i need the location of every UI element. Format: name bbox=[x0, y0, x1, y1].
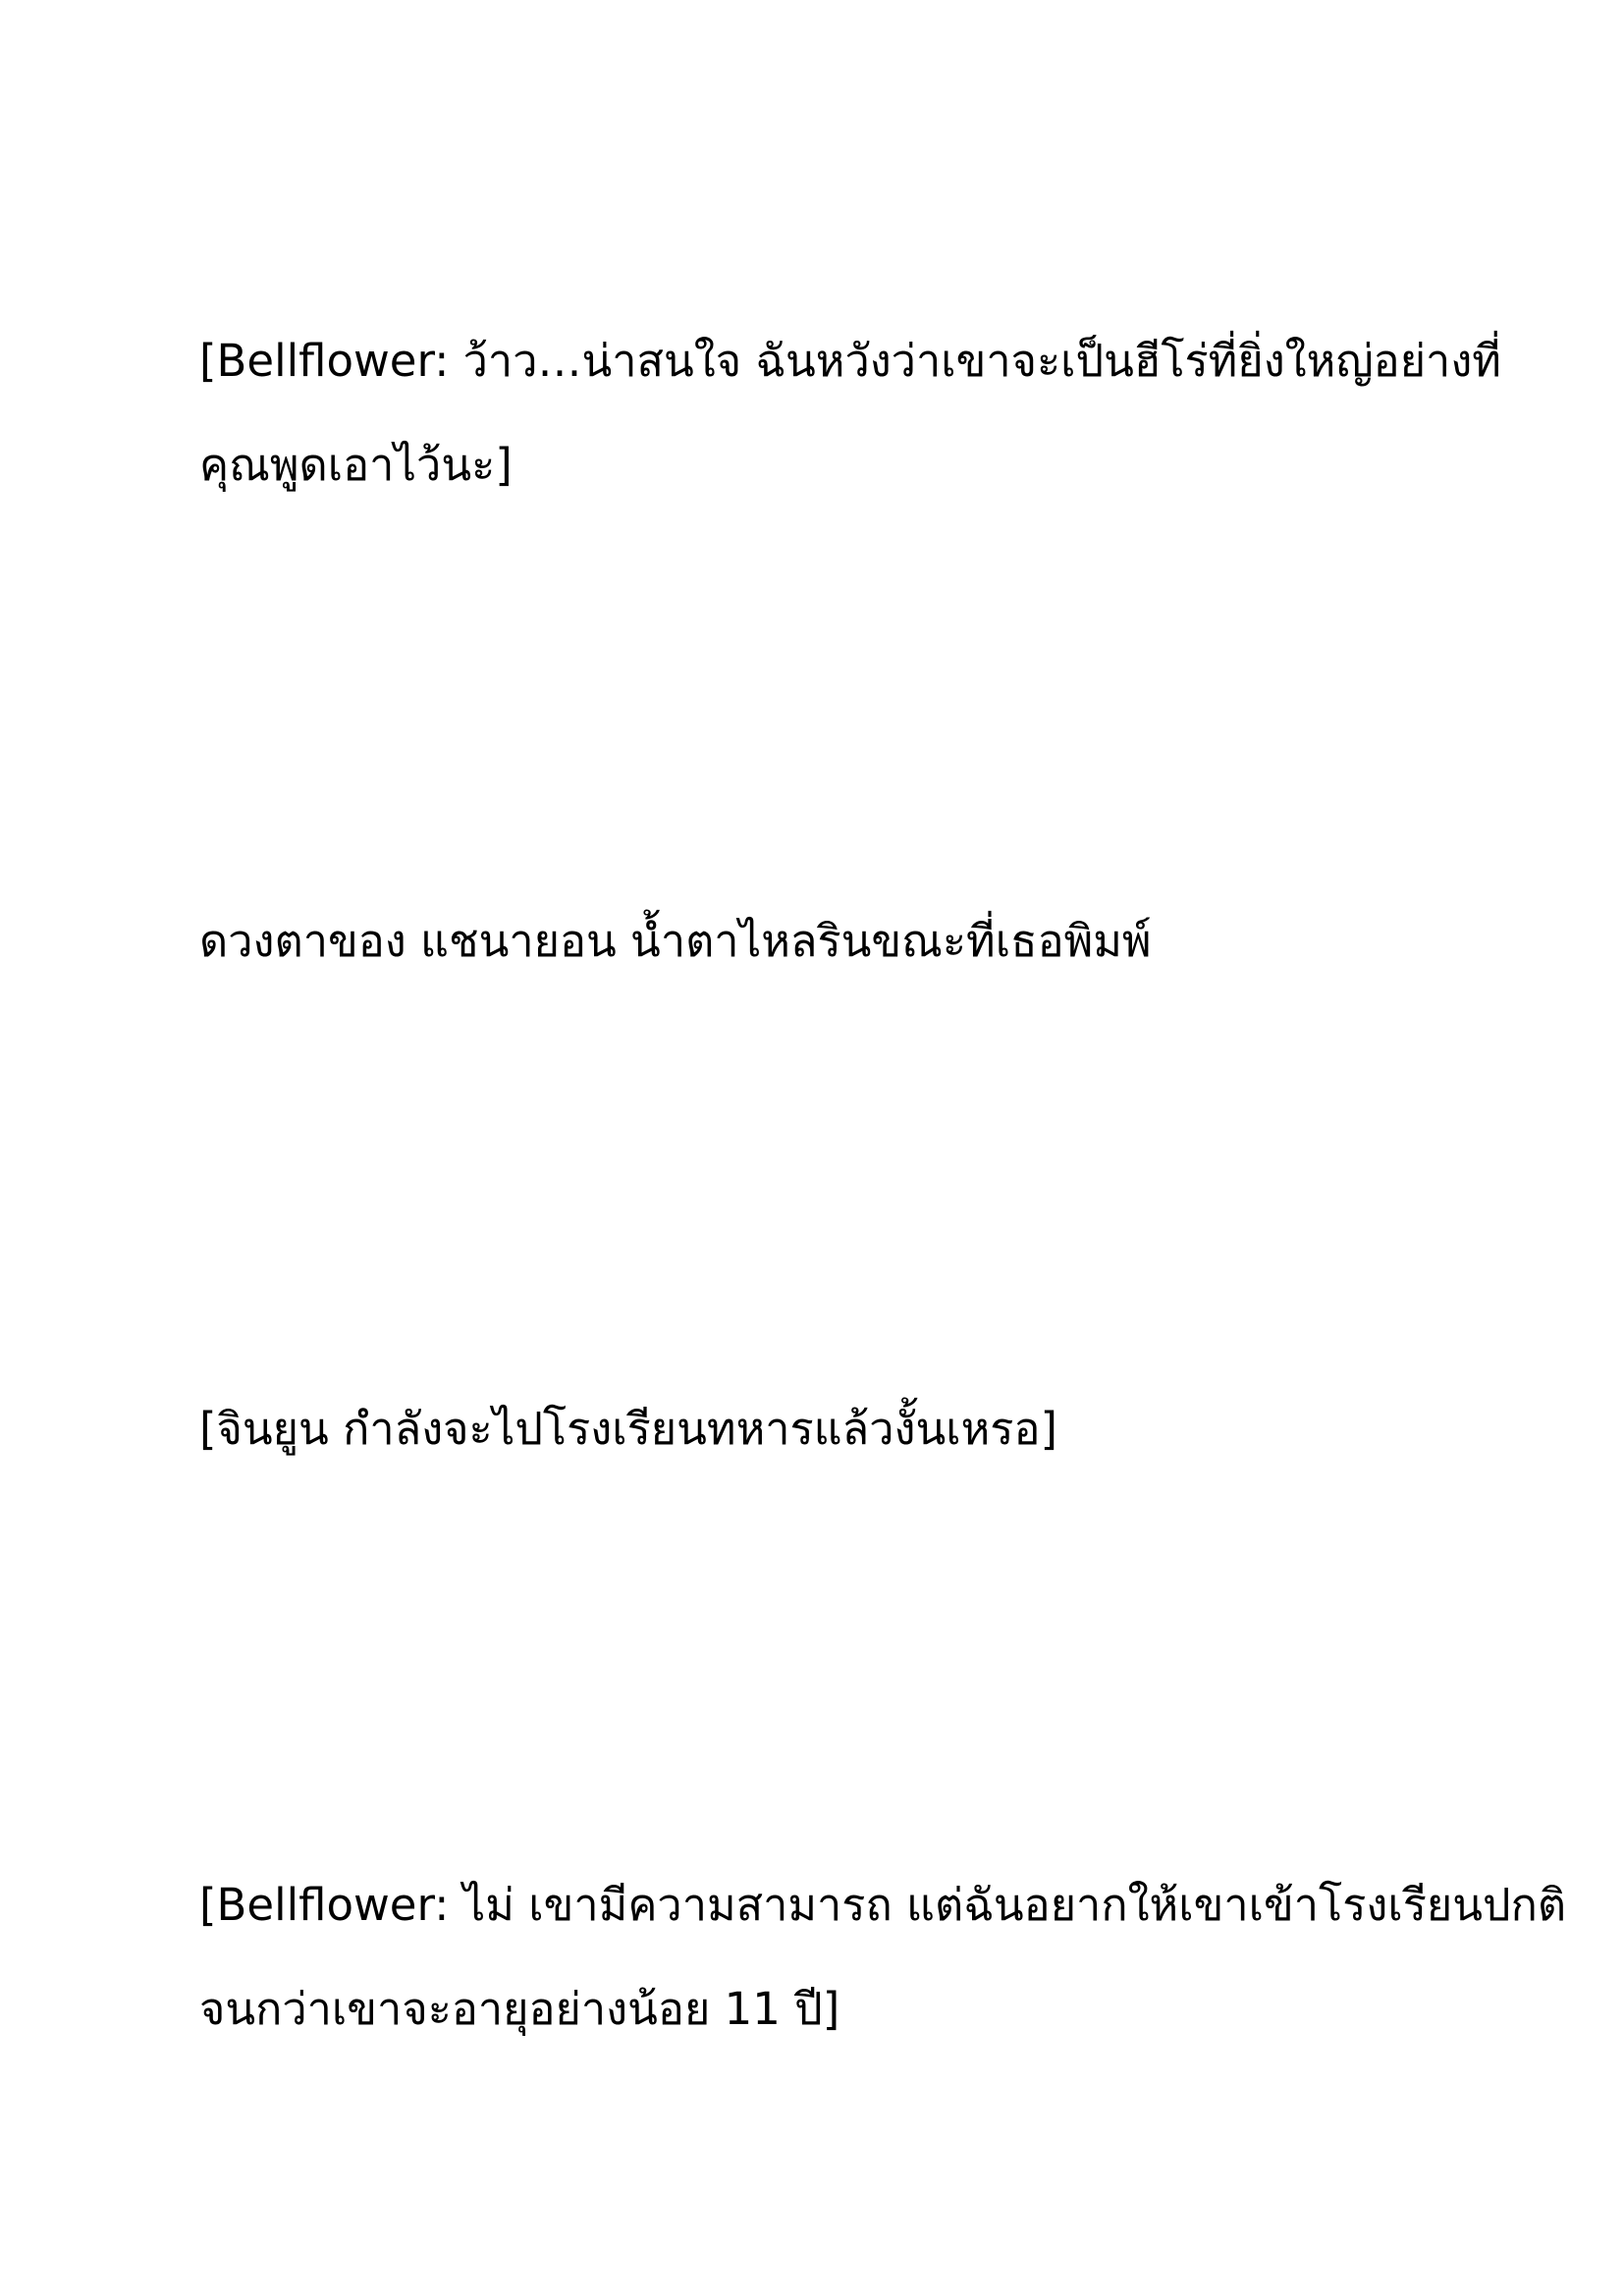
paragraph-bellflower-message-2 bbox=[199, 1853, 1567, 2061]
paragraph-line: [Bellflower: ว้าว…น่าสนใจ ฉันหวังว่าเขาจะเป็นฮีโร่ที่ยิ่งใหญ่อย่างที่ bbox=[199, 335, 1501, 387]
paragraph-line: คุณพูดเอาไว้นะ] bbox=[199, 439, 513, 491]
paragraph-bellflower-message-1 bbox=[199, 309, 1501, 517]
paragraph-narration bbox=[199, 889, 1476, 993]
paragraph-line: ดวงตาของ แชนายอน น้ำตาไหลรินขณะที่เธอพิมพ์ bbox=[199, 915, 1152, 967]
paragraph-line: [Bellflower: ไม่ เขามีความสามารถ แต่ฉันอยากให้เขาเข้าโรงเรียนปกติ bbox=[199, 1879, 1567, 1931]
paragraph-line: [จินยูน กำลังจะไปโรงเรียนทหารแล้วงั้นเหรอ] bbox=[199, 1403, 1058, 1455]
paragraph-line: จนกว่าเขาจะอายุอย่างน้อย 11 ปี] bbox=[199, 1983, 840, 2035]
paragraph-chat-question bbox=[199, 1377, 1476, 1481]
